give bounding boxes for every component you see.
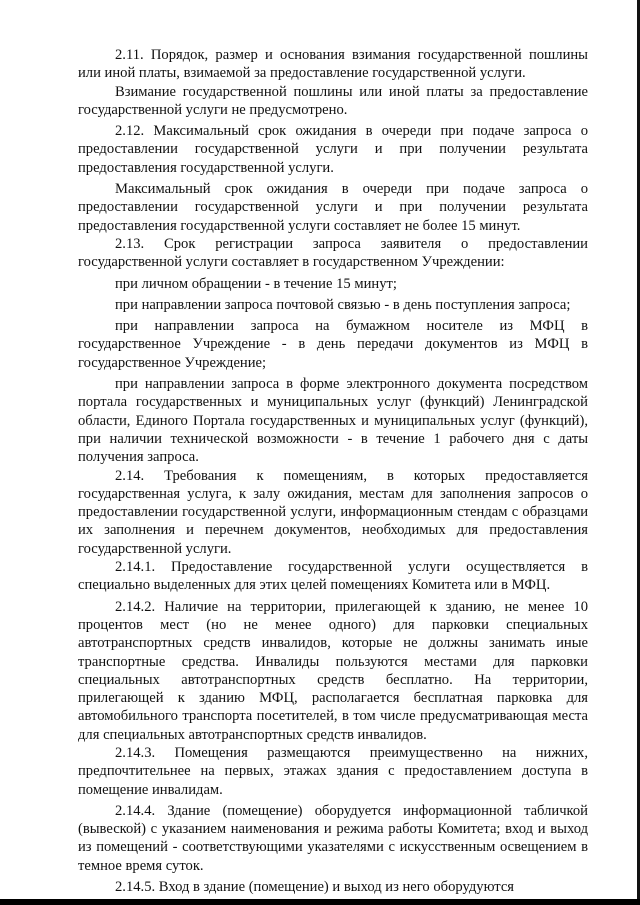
paragraph-2-12-text: Максимальный срок ожидания в очереди при подаче запроса о предоставлении государственной услуги и при получении результата предоставления государственной услуги составляет не более 15 минут. — [78, 181, 588, 234]
paragraph-2-14-3: 2.14.3. Помещения размещаются преимущественно на нижних, предпочтительнее на первых, этажах здания с предоставлением доступа в помещение инвалидам. — [78, 744, 588, 798]
paragraph-2-11: 2.11. Порядок, размер и основания взимания государственной пошлины или иной платы, взимаемой за предоставление государственной услуги. — [78, 47, 588, 82]
paragraph-2-12: 2.12. Максимальный срок ожидания в очереди при подаче запроса о предоставлении государственной услуги и при получении результата предоставления государственной услуги. — [78, 123, 588, 176]
paragraph-2-14-5: 2.14.5. Вход в здание (помещение) и выход из него оборудуются — [115, 879, 515, 896]
paragraph-2-14: 2.14. Требования к помещениям, в которых предоставляется государственная услуга, к залу ожидания, местам для заполнения запросов о предоставлении государственной услуги, информационным стендам с образцами их заполнения и перечнем документов, необходимых для предоставления государственной услуги. — [78, 467, 588, 557]
paragraph-2-14-2: 2.14.2. Наличие на территории, прилегающей к зданию, не менее 10 процентов мест (но не менее одного) для парковки специальных автотранспортных средств инвалидов, которые не должны занимать иные транспортные средства. Инвалиды пользуются местами для парковки специальных автотранспортных средств бесплатно. На территории, прилегающей к зданию МФЦ, располагается бесплатная парковка для автомобильного транспорта посетителей, в том числе предусматривающая места для специальных автотранспортных средств инвалидов. — [78, 598, 588, 743]
scan-edge-bottom — [0, 899, 640, 905]
paragraph-2-13-mfc: при направлении запроса на бумажном носителе из МФЦ в государственное Учреждение - в день передачи документов из МФЦ в государственное Учреждение; — [78, 318, 588, 371]
paragraph-2-13-electronic: при направлении запроса в форме электронного документа посредством портала государственных и муниципальных услуг (функций) Ленинградской области, Единого Портала государственных и муниципальных услуг (функций), при наличии технической возможности - в течение 1 рабочего дня с даты получения запроса. — [78, 376, 588, 466]
document-page — [78, 46, 588, 896]
paragraph-2-14-4: 2.14.4. Здание (помещение) оборудуется информационной табличкой (вывеской) с указанием наименования и режима работы Комитета; вход и выход из помещений - соответствующими указателями с искусственным освещением в темное время суток. — [78, 802, 588, 874]
paragraph-2-13: 2.13. Срок регистрации запроса заявителя о предоставлении государственной услуги составляет в государственном Учреждении: — [78, 235, 588, 271]
paragraph-2-14-1: 2.14.1. Предоставление государственной услуги осуществляется в специально выделенных для этих целей помещениях Комитета или в МФЦ. — [78, 559, 588, 594]
paragraph-2-13-personal: при личном обращении - в течение 15 минут; — [115, 275, 397, 292]
paragraph-2-11-text: Взимание государственной пошлины или иной платы за предоставление государственной услуги не предусмотрено. — [78, 83, 588, 118]
paragraph-2-13-post: при направлении запроса почтовой связью - в день поступления запроса; — [115, 296, 571, 313]
